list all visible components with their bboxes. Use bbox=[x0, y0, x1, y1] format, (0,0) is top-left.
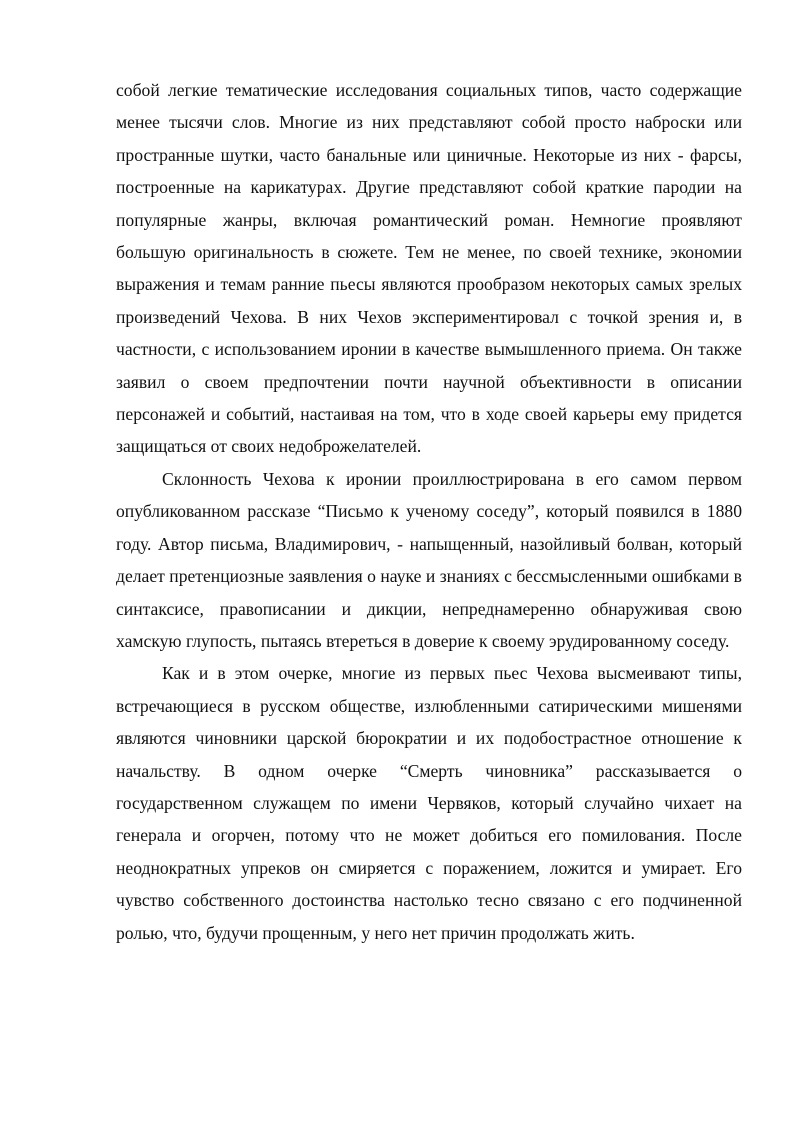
paragraph-irony: Склонность Чехова к иронии проиллюстрирована в его самом первом опубликованном рассказе “Письмо к ученому соседу”, который появился в 1880 году. Автор письма, Владимирович, - напыщенный, назойливый болван, который делает претенциозные заявления о науке и знаниях с бессмысленными ошибками в синтаксисе, правописании и дикции, непреднамеренно обнаруживая свою хамскую глупость, пытаясь втереться в доверие к своему эрудированному соседу. bbox=[116, 468, 742, 651]
paragraph-satire: Как и в этом очерке, многие из первых пьес Чехова высмеивают типы, встречающиеся в русском обществе, излюбленными сатирическими мишенями являются чиновники царской бюрократии и их подобострастное отношение к начальству. В одном очерке “Смерть чиновника” рассказывается о государственном служащем по имени Червяков, который случайно чихает на генерала и огорчен, потому что не может добиться его помилования. После неоднократных упреков он смиряется с поражением, ложится и умирает. Его чувство собственного достоинства настолько тесно связано с его подчиненной ролью, что, будучи прощенным, у него нет причин продолжать жить. bbox=[116, 663, 742, 943]
paragraph-continuation: собой легкие тематические исследования социальных типов, часто содержащие менее тысячи слов. Многие из них представляют собой просто наброски или пространные шутки, часто банальные или циничные. Некоторые из них - фарсы, построенные на карикатурах. Другие представляют собой краткие пародии на популярные жанры, включая романтический роман. Немногие проявляют большую оригинальность в сюжете. Тем не менее, по своей технике, экономии выражения и темам ранние пьесы являются прообразом некоторых самых зрелых произведений Чехова. В них Чехов экспериментировал с точкой зрения и, в частности, с использованием иронии в качестве вымышленного приема. Он также заявил о своем предпочтении почти научной объективности в описании персонажей и событий, настаивая на том, что в ходе своей карьеры ему придется защищаться от своих недоброжелателей. bbox=[116, 80, 742, 457]
body-text bbox=[116, 74, 742, 949]
